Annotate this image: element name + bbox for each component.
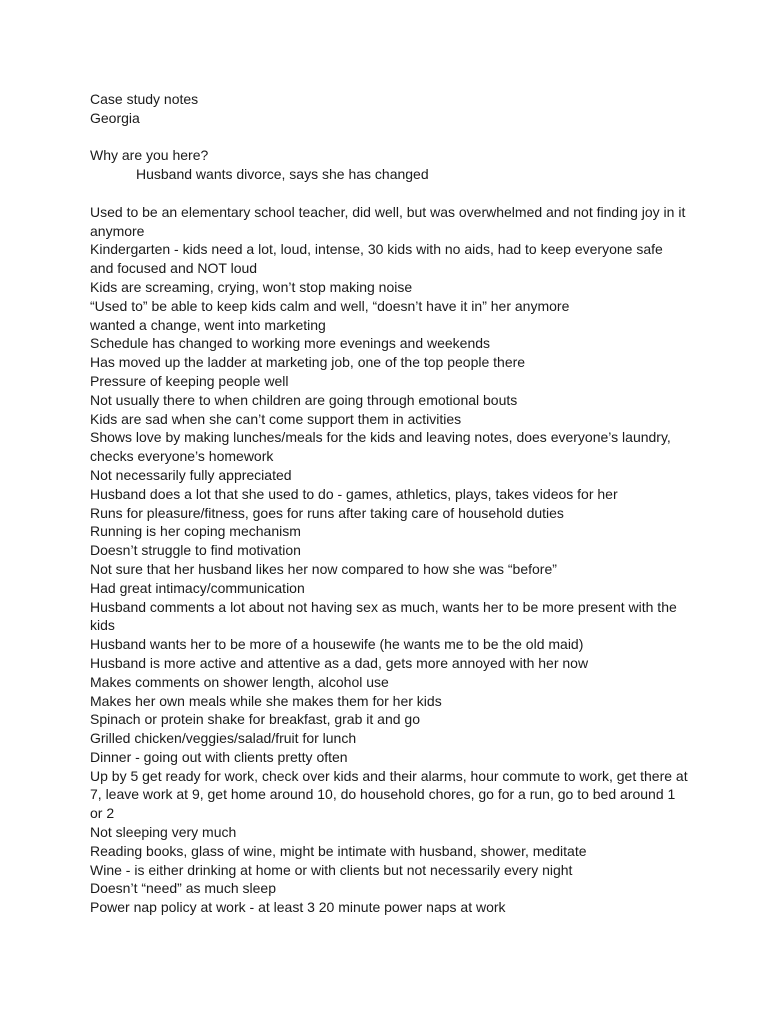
- note-line: Dinner - going out with clients pretty often: [90, 748, 348, 765]
- note-line: Husband wants her to be more of a housewife (he wants me to be the old maid): [90, 636, 584, 653]
- note-line: “Used to” be able to keep kids calm and well, “doesn’t have it in” her anymore: [90, 297, 570, 314]
- note-line: Shows love by making lunches/meals for the kids and leaving notes, does everyone’s laundry, checks everyone’s homework: [90, 429, 671, 465]
- note-line: Schedule has changed to working more evenings and weekends: [90, 335, 491, 352]
- note-line: Doesn’t “need” as much sleep: [90, 880, 276, 897]
- question-heading: Why are you here?: [90, 147, 209, 164]
- document-title: Case study notes: [90, 91, 199, 107]
- note-line: Not sure that her husband likes her now compared to how she was “before”: [90, 560, 557, 577]
- note-line: Wine - is either drinking at home or with clients but not necessarily every night: [90, 861, 573, 878]
- note-line: Power nap policy at work - at least 3 20 minute power naps at work: [90, 899, 506, 916]
- blank-line: [90, 184, 690, 203]
- note-line: Up by 5 get ready for work, check over kids and their alarms, hour commute to work, get there at 7, leave work at 9, get home around 10, do household chores, go for a run, go to bed around 1 or 2: [90, 767, 688, 822]
- question-answer: Husband wants divorce, says she has changed: [136, 166, 429, 183]
- note-line: Kindergarten - kids need a lot, loud, intense, 30 kids with no aids, had to keep everyone safe and focused and NOT loud: [90, 241, 663, 277]
- note-line: Doesn’t struggle to find motivation: [90, 542, 301, 559]
- note-line: Pressure of keeping people well: [90, 372, 289, 389]
- note-line: Spinach or protein shake for breakfast, grab it and go: [90, 711, 420, 728]
- note-line: Kids are sad when she can’t come support them in activities: [90, 410, 462, 427]
- document-body: [90, 90, 690, 917]
- note-line: Kids are screaming, crying, won’t stop making noise: [90, 278, 413, 295]
- blank-line: [90, 128, 690, 147]
- note-line: Husband comments a lot about not having sex as much, wants her to be more present with the kids: [90, 598, 677, 634]
- note-line: Reading books, glass of wine, might be intimate with husband, shower, meditate: [90, 842, 587, 859]
- client-name: Georgia: [90, 109, 140, 126]
- note-line: Grilled chicken/veggies/salad/fruit for lunch: [90, 730, 357, 747]
- note-line: Husband is more active and attentive as a dad, gets more annoyed with her now: [90, 654, 589, 671]
- note-line: Has moved up the ladder at marketing job, one of the top people there: [90, 354, 526, 371]
- note-line: Makes her own meals while she makes them for her kids: [90, 692, 442, 709]
- note-line: Used to be an elementary school teacher, did well, but was overwhelmed and not finding joy in it anymore: [90, 203, 686, 239]
- note-line: wanted a change, went into marketing: [90, 316, 326, 333]
- note-line: Husband does a lot that she used to do - games, athletics, plays, takes videos for her: [90, 485, 618, 502]
- note-line: Runs for pleasure/fitness, goes for runs after taking care of household duties: [90, 504, 564, 521]
- note-line: Running is her coping mechanism: [90, 523, 301, 540]
- note-line: Not sleeping very much: [90, 824, 237, 841]
- note-line: Makes comments on shower length, alcohol use: [90, 673, 389, 690]
- note-line: Not necessarily fully appreciated: [90, 466, 292, 483]
- note-line: Not usually there to when children are going through emotional bouts: [90, 391, 518, 408]
- notes-list: [90, 203, 690, 917]
- note-line: Had great intimacy/communication: [90, 579, 305, 596]
